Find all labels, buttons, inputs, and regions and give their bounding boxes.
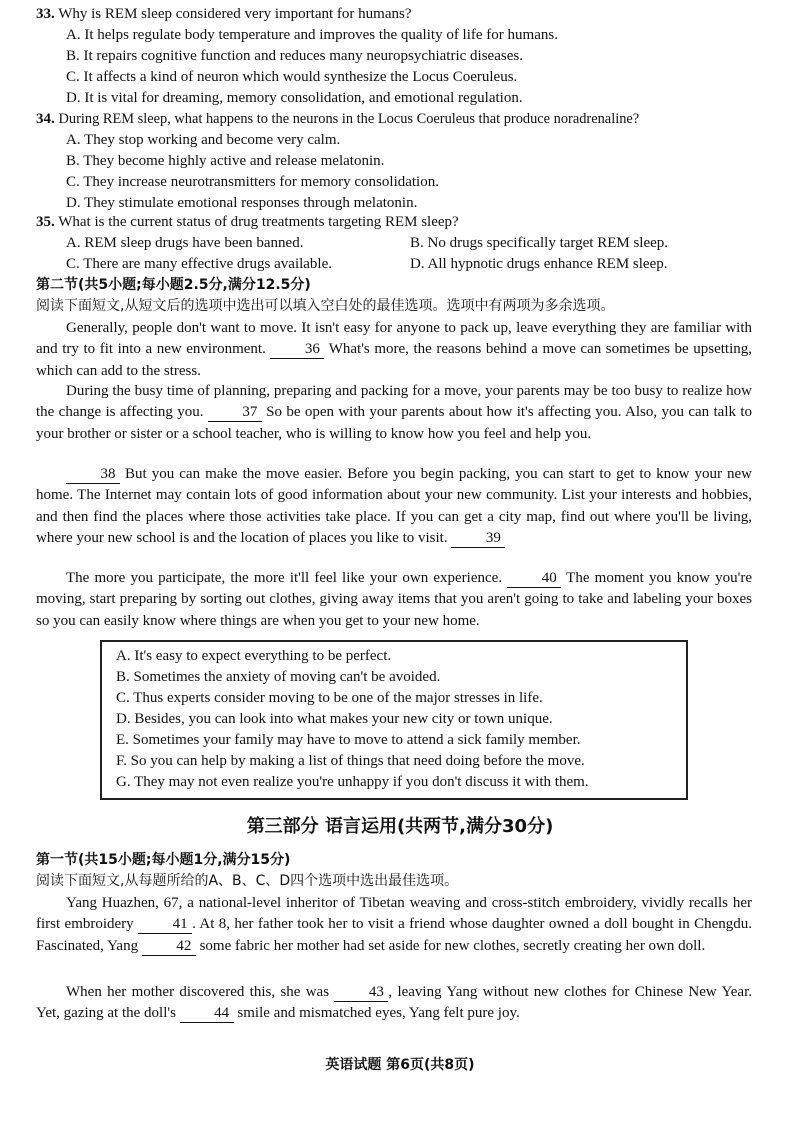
option-text: REM sleep drugs have been banned. — [84, 235, 304, 251]
choice-letter: F. — [116, 753, 127, 769]
passage-text: The moment you know you're moving, start preparing by sorting out clothes, giving away items that you aren't going to take and labeling your boxes so you can easily know where things are when you get to your new home. — [36, 570, 753, 629]
option-35d[interactable] — [410, 254, 667, 275]
passage-paragraph — [36, 381, 752, 445]
option-text: There are many effective drugs available. — [83, 256, 333, 272]
option-34d[interactable] — [66, 193, 417, 214]
choice-e[interactable] — [116, 730, 686, 751]
blank-39[interactable]: 39 — [451, 530, 505, 548]
blank-44[interactable]: 44 — [180, 1005, 234, 1023]
choice-d[interactable] — [116, 709, 686, 730]
choice-letter: D. — [116, 711, 131, 727]
choice-text: Thus experts consider moving to be one of the major stresses in life. — [133, 690, 543, 706]
choice-letter: B. — [116, 669, 130, 685]
passage-text: During the busy time of planning, preparing and packing for a move, your parents may be too busy to realize how the change is affecting you. — [36, 383, 752, 421]
choice-text: They may not even realize you're unhappy if you don't discuss it with them. — [134, 774, 589, 790]
choice-text: So you can help by making a list of things that need doing before the move. — [130, 753, 585, 769]
passage-text: So be open with your parents about how it's affecting you. Also, you can talk to your brother or sister or a school teacher, who is willing to know how you feel and help you. — [36, 404, 752, 442]
option-letter: D. — [410, 256, 425, 272]
question-text: What is the current status of drug treatments targeting REM sleep? — [58, 214, 459, 230]
section-heading: 第二节(共5小题;每小题2.5分,满分12.5分) — [36, 277, 311, 293]
option-text: It helps regulate body temperature and improves the quality of life for humans. — [84, 27, 558, 43]
choice-letter: A. — [116, 648, 131, 664]
blank-42[interactable]: 42 — [142, 938, 196, 956]
passage-paragraph — [36, 982, 752, 1025]
blank-36[interactable]: 36 — [270, 341, 324, 359]
passage-text: . At 8, her father took her to visit a friend whose daughter owned a doll bought in Chengdu. Fascinated, Yang — [36, 916, 753, 954]
option-33a[interactable] — [66, 25, 558, 46]
section-heading: 第一节(共15小题;每小题1分,满分15分) — [36, 852, 291, 868]
option-letter: C. — [66, 69, 80, 85]
passage-paragraph — [36, 568, 752, 632]
option-letter: B. — [66, 153, 80, 169]
passage-paragraph — [36, 464, 752, 550]
choice-b[interactable] — [116, 667, 686, 688]
passage-text: Yang Huazhen, 67, a national-level inheritor of Tibetan weaving and cross-stitch embroidery, vividly recalls her first embroidery — [36, 895, 752, 933]
question-33 — [36, 4, 776, 25]
option-letter: B. — [410, 235, 424, 251]
option-35b[interactable] — [410, 233, 668, 254]
passage-text: When her mother discovered this, she was — [66, 984, 330, 1000]
option-letter: A. — [66, 27, 81, 43]
option-text: All hypnotic drugs enhance REM sleep. — [427, 256, 668, 272]
choice-letter: C. — [116, 690, 130, 706]
passage-paragraph — [36, 893, 752, 957]
passage-text: What's more, the reasons behind a move can sometimes be upsetting, which can add to the stress. — [36, 341, 753, 379]
question-number: 34. — [36, 111, 55, 127]
option-34c[interactable] — [66, 172, 439, 193]
passage-text: , leaving Yang without new clothes for Chinese New Year. Yet, gazing at the doll's — [36, 984, 753, 1022]
option-33d[interactable] — [66, 88, 523, 109]
choice-text: It's easy to expect everything to be perfect. — [134, 648, 392, 664]
option-letter: D. — [66, 90, 81, 106]
section-instruction: 阅读下面短文,从短文后的选项中选出可以填入空白处的最佳选项。选项中有两项为多余选项。 — [36, 298, 615, 314]
question-text: During REM sleep, what happens to the neurons in the Locus Coeruleus that produce noradrenaline? — [58, 111, 640, 127]
option-letter: A. — [66, 235, 81, 251]
option-34a[interactable] — [66, 130, 340, 151]
passage-paragraph — [36, 318, 752, 382]
passage-text: The more you participate, the more it'll feel like your own experience. — [66, 570, 503, 586]
option-letter: C. — [66, 256, 80, 272]
option-text: It affects a kind of neuron which would synthesize the Locus Coeruleus. — [83, 69, 518, 85]
blank-38[interactable]: 38 — [66, 466, 120, 484]
choice-letter: G. — [116, 774, 131, 790]
option-letter: B. — [66, 48, 80, 64]
choice-text: Besides, you can look into what makes your new city or town unique. — [134, 711, 553, 727]
option-text: They become highly active and release melatonin. — [83, 153, 385, 169]
option-35a[interactable] — [66, 233, 303, 254]
question-text: Why is REM sleep considered very important for humans? — [58, 6, 412, 22]
option-34b[interactable] — [66, 151, 384, 172]
option-text: They stimulate emotional responses through melatonin. — [84, 195, 418, 211]
question-34 — [36, 109, 776, 130]
passage-text: But you can make the move easier. Before you begin packing, you can start to get to know your new home. The Internet may contain lots of good information about your new community. List your interests and hobbies, and then find the places where those activities take place. If you can get a city map, find out where you'll be living, where your new school is and the location of places you like to visit. — [36, 466, 752, 547]
choice-c[interactable] — [116, 688, 686, 709]
question-number: 33. — [36, 6, 55, 22]
blank-43[interactable]: 43 — [334, 984, 388, 1002]
part-title: 第三部分 语言运用(共两节,满分30分) — [246, 816, 554, 837]
option-text: It repairs cognitive function and reduces many neuropsychiatric diseases. — [83, 48, 523, 64]
page-footer: 英语试题 第6页(共8页) — [325, 1057, 475, 1073]
option-letter: A. — [66, 132, 81, 148]
blank-40[interactable]: 40 — [507, 570, 561, 588]
blank-37[interactable]: 37 — [208, 404, 262, 422]
option-letter: C. — [66, 174, 80, 190]
passage-text: some fabric her mother had set aside for new clothes, secretly creating her own doll. — [199, 937, 706, 954]
option-text: It is vital for dreaming, memory consolidation, and emotional regulation. — [84, 90, 523, 106]
option-35c[interactable] — [66, 254, 332, 275]
option-text: They increase neurotransmitters for memory consolidation. — [83, 174, 439, 190]
choice-text: Sometimes your family may have to move to attend a sick family member. — [132, 732, 581, 748]
option-33b[interactable] — [66, 46, 523, 67]
question-number: 35. — [36, 214, 55, 230]
choice-a[interactable] — [116, 646, 686, 667]
blank-41[interactable]: 41 — [138, 916, 192, 934]
option-33c[interactable] — [66, 67, 517, 88]
choice-g[interactable] — [116, 772, 686, 793]
choice-text: Sometimes the anxiety of moving can't be avoided. — [133, 669, 441, 685]
option-letter: D. — [66, 195, 81, 211]
choice-letter: E. — [116, 732, 129, 748]
question-35 — [36, 212, 776, 233]
section-instruction: 阅读下面短文,从每题所给的A、B、C、D四个选项中选出最佳选项。 — [36, 873, 459, 889]
choices-box — [100, 640, 688, 800]
passage-text: smile and mismatched eyes, Yang felt pure joy. — [237, 1005, 520, 1022]
choice-f[interactable] — [116, 751, 686, 772]
option-text: They stop working and become very calm. — [84, 132, 341, 148]
option-text: No drugs specifically target REM sleep. — [427, 235, 669, 251]
passage-text: Generally, people don't want to move. It isn't easy for anyone to pack up, leave everything they are familiar with and try to fit into a new environment. — [36, 320, 752, 358]
